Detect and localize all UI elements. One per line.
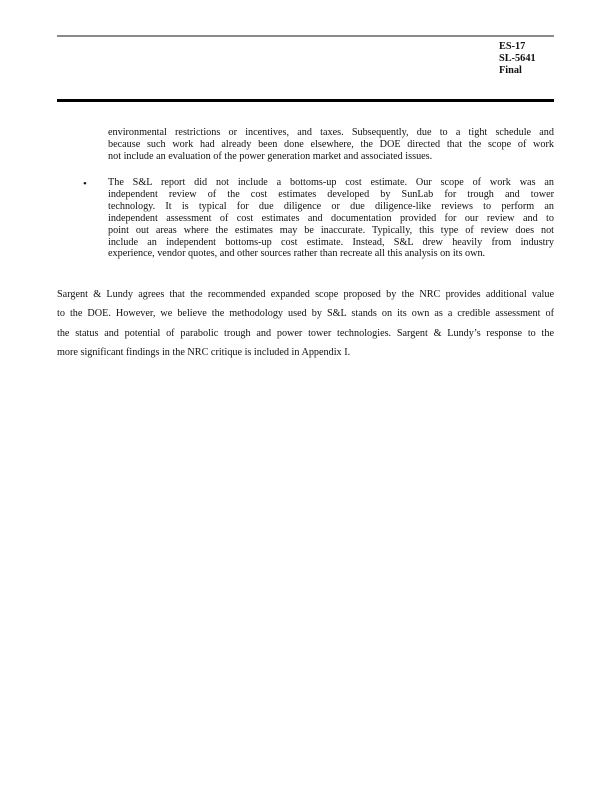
continuation-paragraph (108, 127, 554, 163)
page-header (499, 41, 536, 78)
text-line: independent review of the cost estimates developed by SunLab for trough and tower (108, 188, 554, 200)
document-id: SL-5641 (499, 53, 536, 65)
text-line: not include an evaluation of the power generation market and associated issues. (108, 150, 433, 162)
text-line: more significant findings in the NRC critique is included in Appendix I. (57, 346, 351, 358)
text-line: the status and potential of parabolic trough and power tower technologies. Sargent & Lundy’s response to the (57, 327, 554, 339)
header-top-rule (57, 35, 554, 37)
bullet-marker: • (83, 178, 87, 190)
document-status: Final (499, 65, 522, 77)
text-line: to the DOE. However, we believe the methodology used by S&L stands on its own as a credible assessment of (57, 308, 554, 320)
text-line: independent assessment of cost estimates and documentation provided for our review and to (108, 212, 554, 224)
text-line: include an independent bottoms-up cost estimate. Instead, S&L drew heavily from industry (108, 236, 554, 248)
text-line: environmental restrictions or incentives, and taxes. Subsequently, due to a tight schedule and (108, 127, 554, 138)
body-paragraph (57, 285, 554, 362)
text-line: technology. It is typical for due diligence or due diligence-like reviews to perform an (108, 200, 554, 212)
header-bottom-rule (57, 99, 554, 102)
text-line: point out areas where the estimates may be inaccurate. Typically, this type of review does not (108, 224, 554, 236)
page-number: ES-17 (499, 41, 526, 52)
bullet-paragraph (108, 177, 554, 260)
text-line: Sargent & Lundy agrees that the recommended expanded scope proposed by the NRC provides additional value (57, 289, 554, 300)
text-line: experience, vendor quotes, and other sources rather than recreate all this analysis on its own. (108, 248, 486, 260)
text-line: because such work had already been done elsewhere, the DOE directed that the scope of work (108, 138, 554, 150)
text-line: The S&L report did not include a bottoms-up cost estimate. Our scope of work was an (108, 177, 554, 188)
